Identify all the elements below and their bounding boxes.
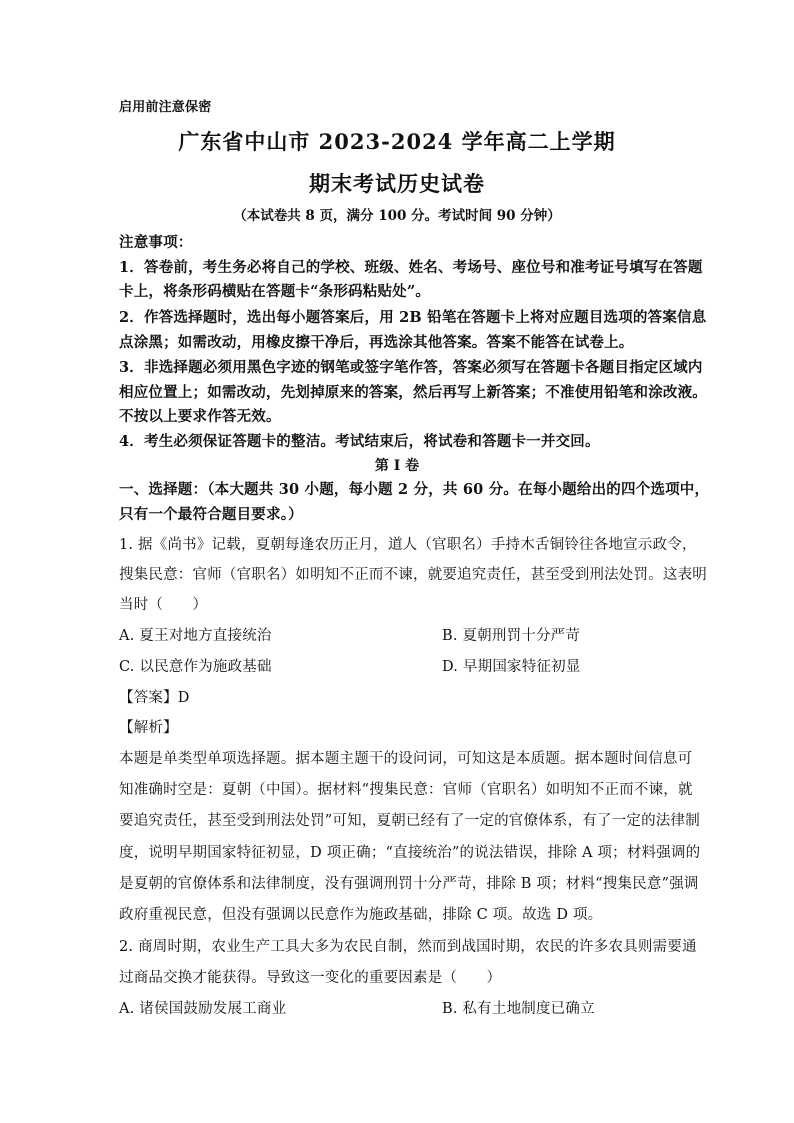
notes-line: 1．答卷前，考生务必将自己的学校、班级、姓名、考场号、座位号和准考证号填写在答题 <box>119 259 703 276</box>
notes-line: 3．非选择题必须用黑色字迹的钢笔或签字笔作答，答案必须写在答题卡各题目指定区域内 <box>119 359 703 376</box>
question-1-analysis: 政府重视民意，但没有强调以民意作为施政基础，排除 C 项。故选 D 项。 <box>119 907 603 923</box>
confidential-label: 启用前注意保密 <box>119 100 212 115</box>
section-heading: 一、选择题：（本大题共 30 小题，每小题 2 分，共 60 分。在每小题给出的四个选项中， <box>119 481 710 498</box>
notes-line: 卡上，将条形码横贴在答题卡“条形码粘贴处”。 <box>119 283 431 300</box>
notes-line: 4．考生必须保证答题卡的整洁。考试结束后，将试卷和答题卡一并交回。 <box>119 433 600 450</box>
notes-line: 相应位置上；如需改动，先划掉原来的答案，然后再写上新答案；不准使用铅笔和涂改液。 <box>119 384 707 401</box>
question-1-option-c: C. 以民意作为施政基础 <box>119 659 272 675</box>
question-2-option-b: B. 私有土地制度已确立 <box>442 1001 595 1017</box>
notes-line: 2．作答选择题时，选出每小题答案后，用 2B 铅笔在答题卡上将对应题目选项的答案信息 <box>119 309 707 326</box>
exam-info: （本试卷共 8 页，满分 100 分。考试时间 90 分钟） <box>233 208 561 224</box>
page-subtitle-title: 期末考试历史试卷 <box>309 171 485 196</box>
page-title: 广东省中山市 2023-2024 学年高二上学期 <box>178 129 616 154</box>
notes-heading: 注意事项： <box>119 234 193 251</box>
question-1-analysis: 是夏朝的官僚体系和法律制度，没有强调刑罚十分严苛，排除 B 项；材料“搜集民意”强调 <box>119 876 699 892</box>
question-2-option-a: A. 诸侯国鼓励发展工商业 <box>119 1001 287 1017</box>
question-1-text: 1. 据《尚书》记载，夏朝每逢农历正月，道人（官职名）手持木舌铜铃往各地宣示政令， <box>119 537 697 553</box>
question-1-option-a: A. 夏王对地方直接统治 <box>119 628 272 644</box>
question-1-analysis: 度，说明早期国家特征初显，D 项正确；“直接统治”的说法错误，排除 A 项；材料强调的 <box>119 845 701 861</box>
question-1-analysis: 要追究责任，甚至受到刑法处罚”可知，夏朝已经有了一定的官僚体系，有了一定的法律制 <box>119 813 700 829</box>
question-1-answer: 【答案】D <box>119 690 190 706</box>
question-2-text: 过商品交换才能获得。导致这一变化的重要因素是（ ） <box>119 970 502 986</box>
question-1-text: 当时（ ） <box>119 597 208 613</box>
question-1-analysis: 本题是单类型单项选择题。据本题主题干的设问词，可知这是本质题。据本题时间信息可 <box>119 751 693 767</box>
question-1-option-d: D. 早期国家特征初显 <box>442 659 581 675</box>
question-1-analysis-label: 【解析】 <box>119 720 178 736</box>
question-2-text: 2. 商周时期，农业生产工具大多为农民自制，然而到战国时期，农民的许多农具则需要通 <box>119 939 697 955</box>
question-1-option-b: B. 夏朝刑罚十分严苛 <box>442 628 581 644</box>
question-1-analysis: 知准确时空是：夏朝（中国）。据材料“搜集民意：官师（官职名）如明知不正而不谏，就 <box>119 782 693 798</box>
question-1-text: 搜集民意：官师（官职名）如明知不正而不谏，就要追究责任，甚至受到刑法处罚。这表明 <box>119 567 707 583</box>
volume-label: 第 I 卷 <box>374 458 420 474</box>
notes-line: 点涂黑；如需改动，用橡皮擦干净后，再选涂其他答案。答案不能答在试卷上。 <box>119 334 634 351</box>
section-heading: 只有一个最符合题目要求。） <box>119 506 303 523</box>
notes-line: 不按以上要求作答无效。 <box>119 408 281 425</box>
